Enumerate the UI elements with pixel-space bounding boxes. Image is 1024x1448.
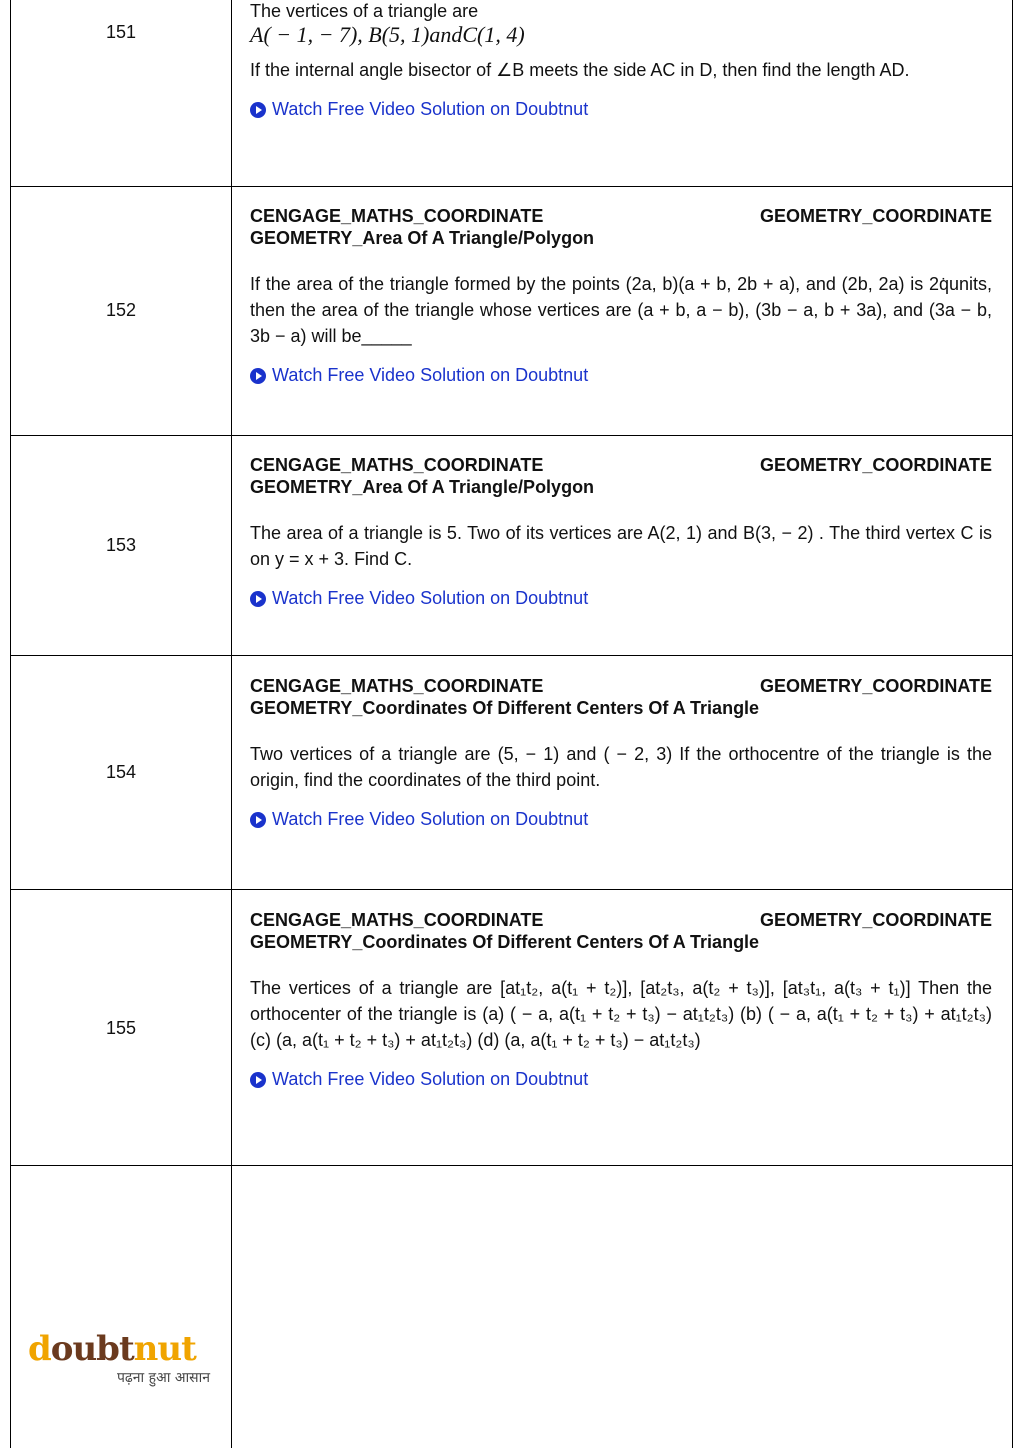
chapter-heading [250, 675, 992, 719]
watch-video-label: Watch Free Video Solution on Doubtnut [272, 809, 589, 829]
question-number: 153 [105, 535, 137, 555]
watch-video-label: Watch Free Video Solution on Doubtnut [272, 588, 589, 608]
chapter-topic: GEOMETRY_Area Of A Triangle/Polygon [250, 477, 595, 497]
chapter-left: CENGAGE_MATHS_COORDINATE [250, 910, 544, 930]
play-icon [250, 591, 266, 607]
watch-video-link[interactable] [250, 809, 992, 830]
question-cell [250, 0, 992, 120]
row-divider [10, 655, 1013, 656]
question-text: The area of a triangle is 5. Two of its vertices are A(2, 1) and B(3, − 2) . The third vertex C is on y = x + 3. Find C. [250, 523, 992, 569]
question-number: 155 [105, 1018, 137, 1038]
chapter-topic: GEOMETRY_Coordinates Of Different Centers Of A Triangle [250, 932, 760, 952]
question-cell [250, 205, 992, 386]
question-text: If the internal angle bisector of ∠B meets the side AC in D, then find the length AD. [250, 60, 910, 80]
doubtnut-logo [28, 1330, 218, 1387]
chapter-left: CENGAGE_MATHS_COORDINATE [250, 206, 544, 226]
logo-tagline: पढ़ना हुआ आसान [116, 1370, 210, 1386]
row-divider [10, 435, 1013, 436]
watch-video-label: Watch Free Video Solution on Doubtnut [272, 365, 589, 385]
question-number: 151 [105, 22, 137, 42]
question-cell [250, 454, 992, 609]
chapter-heading [250, 909, 992, 953]
play-icon [250, 102, 266, 118]
chapter-left: CENGAGE_MATHS_COORDINATE [250, 676, 544, 696]
question-text: The vertices of a triangle are [at₁t₂, a(t₁ + t₂)], [at₂t₃, a(t₂ + t₃)], [at₃t₁, a(t₃ + t₁)] Then the orthocenter of the triangle is (a) ( − a, a(t₁ + t₂ + t₃) − at₁t₂t₃) (b) ( − a, a(t₁ + t₂ + t₃) + at₁t₂t₃) (c) (a, a(t₁ + t₂ + t₃) + at₁t₂t₃) (d) (a, a(t₁ + t₂ + t₃) − at₁t₂t₃) [250, 978, 992, 1050]
table-column-divider [231, 0, 232, 1448]
watch-video-link[interactable] [250, 99, 992, 120]
play-icon [250, 1072, 266, 1088]
chapter-right: GEOMETRY_COORDINATE [759, 206, 992, 226]
row-divider [10, 889, 1013, 890]
watch-video-link[interactable] [250, 588, 992, 609]
logo-wordmark: doubtnut [28, 1329, 196, 1369]
chapter-topic: GEOMETRY_Coordinates Of Different Centers Of A Triangle [250, 698, 760, 718]
question-number: 152 [105, 300, 137, 320]
question-text: If the area of the triangle formed by the points (2a, b)(a + b, 2b + a), and (2b, 2a) is 2q̇units, then the area of the triangle whose vertices are (a + b, a − b), (3b − a, b + 3a), and (3a − b, 3b − a) will be_____ [250, 274, 992, 346]
watch-video-link[interactable] [250, 365, 992, 386]
watch-video-label: Watch Free Video Solution on Doubtnut [272, 99, 589, 119]
table-border-left [10, 0, 11, 1448]
question-text: Two vertices of a triangle are (5, − 1) and ( − 2, 3) If the orthocentre of the triangle is the origin, find the coordinates of the third point. [250, 744, 992, 790]
question-cell [250, 909, 992, 1090]
question-math: A( − 1, − 7), B(5, 1)andC(1, 4) [250, 22, 525, 47]
question-number: 154 [105, 762, 137, 782]
chapter-heading [250, 454, 992, 498]
play-icon [250, 812, 266, 828]
chapter-left: CENGAGE_MATHS_COORDINATE [250, 455, 544, 475]
chapter-right: GEOMETRY_COORDINATE [759, 910, 992, 930]
chapter-topic: GEOMETRY_Area Of A Triangle/Polygon [250, 228, 595, 248]
row-divider [10, 186, 1013, 187]
question-cell [250, 675, 992, 830]
play-icon [250, 368, 266, 384]
table-border-right [1012, 0, 1013, 1448]
watch-video-label: Watch Free Video Solution on Doubtnut [272, 1069, 589, 1089]
watch-video-link[interactable] [250, 1069, 992, 1090]
chapter-right: GEOMETRY_COORDINATE [759, 676, 992, 696]
question-intro: The vertices of a triangle are [250, 1, 479, 21]
chapter-right: GEOMETRY_COORDINATE [759, 455, 992, 475]
row-divider [10, 1165, 1013, 1166]
chapter-heading [250, 205, 992, 249]
